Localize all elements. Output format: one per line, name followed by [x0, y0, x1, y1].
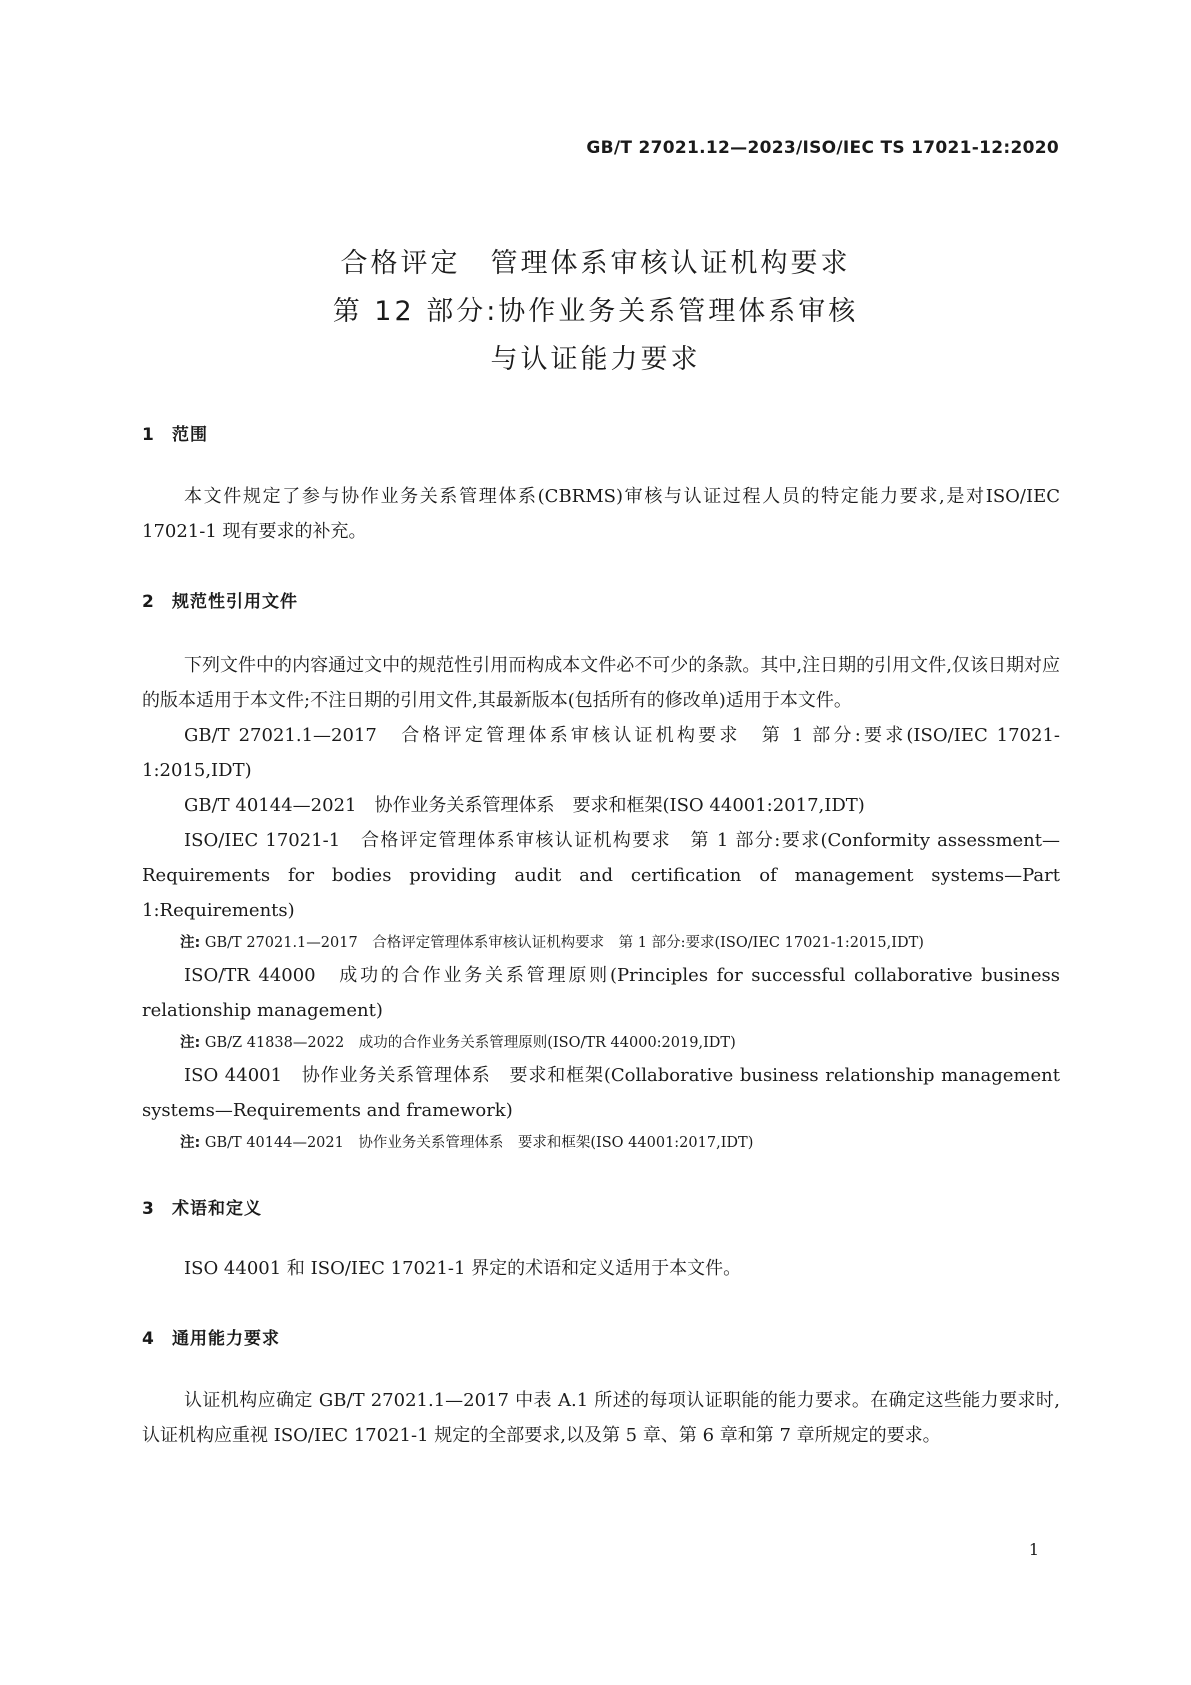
section-title: 术语和定义 — [172, 1199, 262, 1219]
section-number: 2 — [142, 592, 155, 612]
section-number: 4 — [142, 1329, 155, 1349]
section-title: 通用能力要求 — [172, 1329, 280, 1349]
section-2-intro: 下列文件中的内容通过文中的规范性引用而构成本文件必不可少的条款。其中,注日期的引用文件,仅该日期对应的版本适用于本文件;不注日期的引用文件,其最新版本(包括所有的修改单)适用于本文件。 — [142, 655, 1060, 711]
title-line-3: 与认证能力要求 — [490, 344, 701, 375]
page-number: 1 — [1028, 1540, 1039, 1559]
note-label: 注: — [180, 935, 201, 951]
section-1-text: 本文件规定了参与协作业务关系管理体系(CBRMS)审核与认证过程人员的特定能力要求,是对ISO/IEC 17021-1 现有要求的补充。 — [142, 486, 1060, 542]
document-title — [0, 240, 1191, 384]
section-4-text: 认证机构应确定 GB/T 27021.1—2017 中表 A.1 所述的每项认证职能的能力要求。在确定这些能力要求时,认证机构应重视 ISO/IEC 17021-1 规定的全部要求,以及第 5 章、第 6 章和第 7 章所规定的要求。 — [142, 1390, 1060, 1446]
reference-note — [142, 928, 1060, 958]
note-label: 注: — [180, 1135, 201, 1151]
reference-item: ISO/IEC 17021-1 合格评定管理体系审核认证机构要求 第 1 部分:要求(Conformity assessment—Requirements for bodies providing audit and certification of management systems—Part 1:Requirements) — [142, 830, 1060, 921]
section-title: 规范性引用文件 — [172, 592, 298, 612]
title-line-2: 第 12 部分:协作业务关系管理体系审核 — [332, 296, 859, 327]
section-title: 范围 — [172, 425, 208, 445]
title-line-1: 合格评定 管理体系审核认证机构要求 — [340, 248, 851, 279]
note-text: GB/T 40144—2021 协作业务关系管理体系 要求和框架(ISO 44001:2017,IDT) — [204, 1135, 754, 1151]
reference-item: GB/T 27021.1—2017 合格评定管理体系审核认证机构要求 第 1 部分:要求(ISO/IEC 17021-1:2015,IDT) — [142, 725, 1060, 781]
note-text: GB/T 27021.1—2017 合格评定管理体系审核认证机构要求 第 1 部分:要求(ISO/IEC 17021-1:2015,IDT) — [204, 935, 924, 951]
note-text: GB/Z 41838—2022 成功的合作业务关系管理原则(ISO/TR 44000:2019,IDT) — [204, 1035, 736, 1051]
section-4-heading — [142, 1324, 1060, 1349]
section-2-heading — [142, 587, 1060, 612]
section-3-text: ISO 44001 和 ISO/IEC 17021-1 界定的术语和定义适用于本文件。 — [184, 1258, 742, 1279]
standard-code: GB/T 27021.12—2023/ISO/IEC TS 17021-12:2020 — [586, 138, 1059, 158]
section-number: 1 — [142, 425, 155, 445]
section-1-heading — [142, 420, 1060, 445]
document-body — [142, 420, 1060, 1453]
reference-item: ISO/TR 44000 成功的合作业务关系管理原则(Principles for successful collaborative business relationship management) — [142, 965, 1060, 1021]
reference-item: ISO 44001 协作业务关系管理体系 要求和框架(Collaborative business relationship management systems—Requirements and framework) — [142, 1065, 1060, 1121]
section-number: 3 — [142, 1199, 155, 1219]
reference-item: GB/T 40144—2021 协作业务关系管理体系 要求和框架(ISO 44001:2017,IDT) — [184, 795, 865, 816]
note-label: 注: — [180, 1035, 201, 1051]
section-3-heading — [142, 1194, 1060, 1219]
reference-note — [142, 1028, 1060, 1058]
reference-note — [142, 1128, 1060, 1158]
